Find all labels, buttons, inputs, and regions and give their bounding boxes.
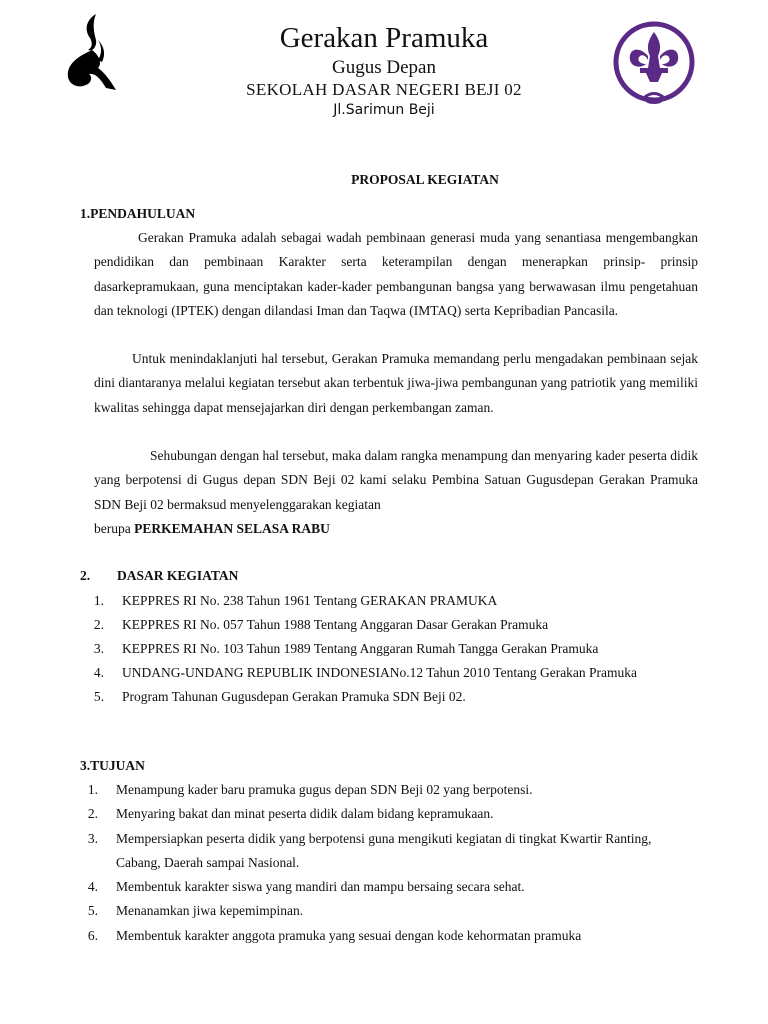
list-item bbox=[87, 899, 676, 923]
org-subtitle: Gugus Depan bbox=[332, 57, 436, 78]
section-heading-pendahuluan: 1.PENDAHULUAN bbox=[80, 206, 196, 221]
school-name: SEKOLAH DASAR NEGERI BEJI 02 bbox=[246, 80, 522, 99]
list-item bbox=[94, 617, 660, 633]
paragraph-intro-3: Sehubungan dengan hal tersebut, maka dalam rangka menampung dan menyaring kader peserta didik yang berpotensi di Gugus depan SDN Beji 02 kami selaku Pembina Satuan Gugusdepan Gerakan Pramuka SDN Beji 02 bermaksud menyelenggarakan kegiatan bbox=[94, 448, 698, 512]
list-item bbox=[94, 641, 660, 657]
list-item-text: Menampung kader baru pramuka gugus depan SDN Beji 02 yang berpotensi. bbox=[116, 782, 533, 797]
list-number: 5. bbox=[87, 903, 98, 919]
list-number: 2. bbox=[93, 617, 104, 632]
document-title: PROPOSAL KEGIATAN bbox=[351, 172, 499, 187]
list-number: 1. bbox=[93, 593, 104, 608]
list-item bbox=[87, 778, 676, 802]
org-title: Gerakan Pramuka bbox=[279, 22, 489, 54]
list-item-text: KEPPRES RI No. 238 Tahun 1961 Tentang GERAKAN PRAMUKA bbox=[122, 593, 498, 608]
dasar-list bbox=[94, 593, 660, 713]
list-number: 1. bbox=[87, 782, 98, 797]
section-heading-dasar: DASAR KEGIATAN bbox=[117, 568, 239, 583]
list-item bbox=[87, 875, 676, 899]
school-address: Jl.Sarimun Beji bbox=[333, 102, 435, 118]
list-number: 3. bbox=[93, 641, 104, 656]
section-heading-tujuan: 3.TUJUAN bbox=[80, 758, 145, 773]
list-item-text: UNDANG-UNDANG REPUBLIK INDONESIANo.12 Tahun 2010 Tentang Gerakan Pramuka bbox=[122, 665, 638, 680]
activity-name: PERKEMAHAN SELASA RABU bbox=[134, 521, 330, 536]
section-number-2: 2. bbox=[80, 568, 91, 583]
tujuan-list bbox=[87, 778, 676, 948]
list-item-text: Menanamkan jiwa kepemimpinan. bbox=[116, 903, 304, 919]
list-item-text: Mempersiapkan peserta didik yang berpotensi guna mengikuti kegiatan di tingkat Kwartir Ranting, Cabang, Daerah sampai Nasional. bbox=[116, 830, 652, 870]
list-item bbox=[94, 665, 660, 681]
paragraph-intro-3-end bbox=[94, 521, 330, 537]
list-number: 4. bbox=[87, 879, 98, 895]
list-number: 6. bbox=[87, 927, 98, 943]
list-number: 4. bbox=[93, 665, 104, 680]
list-number: 3. bbox=[87, 830, 98, 846]
list-item-text: Program Tahunan Gugusdepan Gerakan Pramuka SDN Beji 02. bbox=[122, 689, 466, 704]
list-item bbox=[87, 924, 676, 948]
list-number: 5. bbox=[93, 689, 104, 704]
paragraph-intro-1: Gerakan Pramuka adalah sebagai wadah pembinaan generasi muda yang senantiasa mengembangkan pendidikan dan pembinaan Karakter serta keterampilan dengan menerapkan prinsip- prinsip dasarkepramukaan, guna menciptakan kader-kader pembangunan bangsa yang berwawasan ilmu pengetahuan dan teknologi (IPTEK) dengan dilandasi Iman dan Taqwa (IMTAQ) serta Kepribadian Pancasila. bbox=[94, 230, 698, 318]
list-number: 2. bbox=[87, 806, 98, 822]
activity-prefix: berupa bbox=[94, 521, 131, 536]
list-item bbox=[94, 593, 660, 609]
list-item-text: KEPPRES RI No. 057 Tahun 1988 Tentang Anggaran Dasar Gerakan Pramuka bbox=[122, 617, 549, 632]
list-item bbox=[87, 827, 676, 876]
list-item bbox=[87, 802, 676, 826]
paragraph-intro-2: Untuk menindaklanjuti hal tersebut, Gerakan Pramuka memandang perlu mengadakan pembinaan sejak dini diantaranya melalui kegiatan tersebut akan terbentuk jiwa-jiwa pembangunan yang patriotik yang memiliki kwalitas sehingga dapat mensejajarkan diri dengan perkembangan zaman. bbox=[94, 351, 698, 415]
list-item bbox=[94, 689, 660, 705]
list-item-text: Menyaring bakat dan minat peserta didik dalam bidang kepramukaan. bbox=[116, 806, 494, 822]
list-item-text: Membentuk karakter siswa yang mandiri dan mampu bersaing secara sehat. bbox=[116, 879, 525, 895]
list-item-text: Membentuk karakter anggota pramuka yang sesuai dengan kode kehormatan pramuka bbox=[116, 927, 582, 943]
list-item-text: KEPPRES RI No. 103 Tahun 1989 Tentang Anggaran Rumah Tangga Gerakan Pramuka bbox=[122, 641, 599, 656]
